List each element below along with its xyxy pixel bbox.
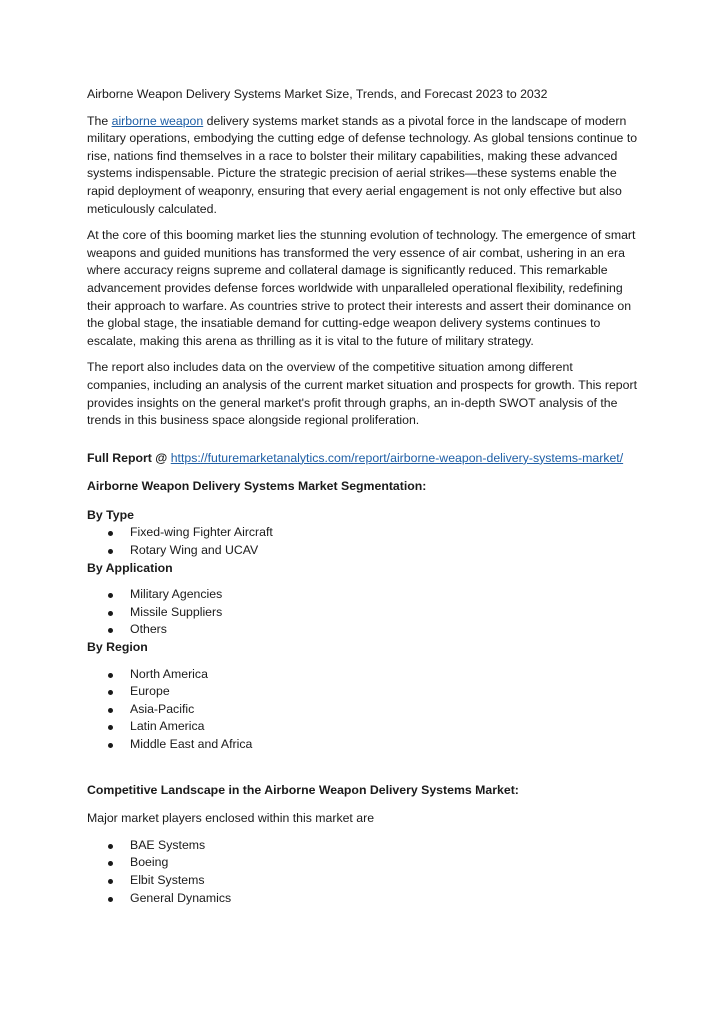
by-type-heading: By Type <box>87 507 134 522</box>
list-item: Asia-Pacific <box>87 701 639 719</box>
full-report-label: Full Report @ <box>87 450 171 465</box>
intro-suffix: delivery systems market stands as a pivotal force in the landscape of modern military operations, embodying the cutting edge of defense technology. As global tensions continue to rise, nations find themselves in a race to bolster their military capabilities, making these advanced systems indispensable. Picture the strategic precision of aerial strikes—these systems enable the rapid deployment of weaponry, ensuring that every aerial engagement is not only effective but also meticulously calculated. <box>87 113 638 216</box>
by-region-list <box>87 666 639 754</box>
list-item: Rotary Wing and UCAV <box>87 542 639 560</box>
list-item: Middle East and Africa <box>87 736 639 754</box>
list-item: BAE Systems <box>87 837 639 855</box>
segmentation-title: Airborne Weapon Delivery Systems Market Segmentation: <box>87 479 427 494</box>
by-region-heading: By Region <box>87 640 148 655</box>
document-page <box>87 86 639 907</box>
list-item: Missile Suppliers <box>87 604 639 622</box>
list-item: Others <box>87 621 639 639</box>
document-title: Airborne Weapon Delivery Systems Market Size, Trends, and Forecast 2023 to 2032 <box>87 87 548 101</box>
competitive-landscape-title: Competitive Landscape in the Airborne Weapon Delivery Systems Market: <box>87 782 519 797</box>
report-paragraph: The report also includes data on the overview of the competitive situation among different companies, including an analysis of the current market situation and prospects for growth. This report provides insights on the general market's profit through graphs, an in-depth SWOT analysis of the trends in this business space alongside regional proliferation. <box>87 360 637 428</box>
list-item: North America <box>87 666 639 684</box>
intro-prefix: The <box>87 113 112 128</box>
by-application-heading: By Application <box>87 560 173 575</box>
list-item: Europe <box>87 683 639 701</box>
full-report-line <box>87 450 639 468</box>
list-item: Military Agencies <box>87 586 639 604</box>
list-item: Fixed-wing Fighter Aircraft <box>87 524 639 542</box>
list-item: Latin America <box>87 718 639 736</box>
players-list <box>87 837 639 907</box>
list-item: Elbit Systems <box>87 872 639 890</box>
by-application-list <box>87 586 639 639</box>
by-type-list <box>87 524 639 559</box>
full-report-link[interactable]: https://futuremarketanalytics.com/report/airborne-weapon-delivery-systems-market/ <box>170 450 624 465</box>
list-item: Boeing <box>87 854 639 872</box>
list-item: General Dynamics <box>87 890 639 908</box>
intro-paragraph <box>87 113 639 219</box>
players-intro: Major market players enclosed within this market are <box>87 811 375 826</box>
technology-paragraph: At the core of this booming market lies the stunning evolution of technology. The emergence of smart weapons and guided munitions has transformed the very essence of air combat, ushering in an era where accuracy reigns supreme and collateral damage is significantly reduced. This remarkable advancement provides defense forces worldwide with unparalleled operational flexibility, redefining their approach to warfare. As countries strive to protect their interests and assert their dominance on the global stage, the insatiable demand for cutting-edge weapon delivery systems continues to escalate, making this arena as thrilling as it is vital to the future of military strategy. <box>87 228 636 348</box>
airborne-weapon-link[interactable]: airborne weapon <box>111 113 204 128</box>
